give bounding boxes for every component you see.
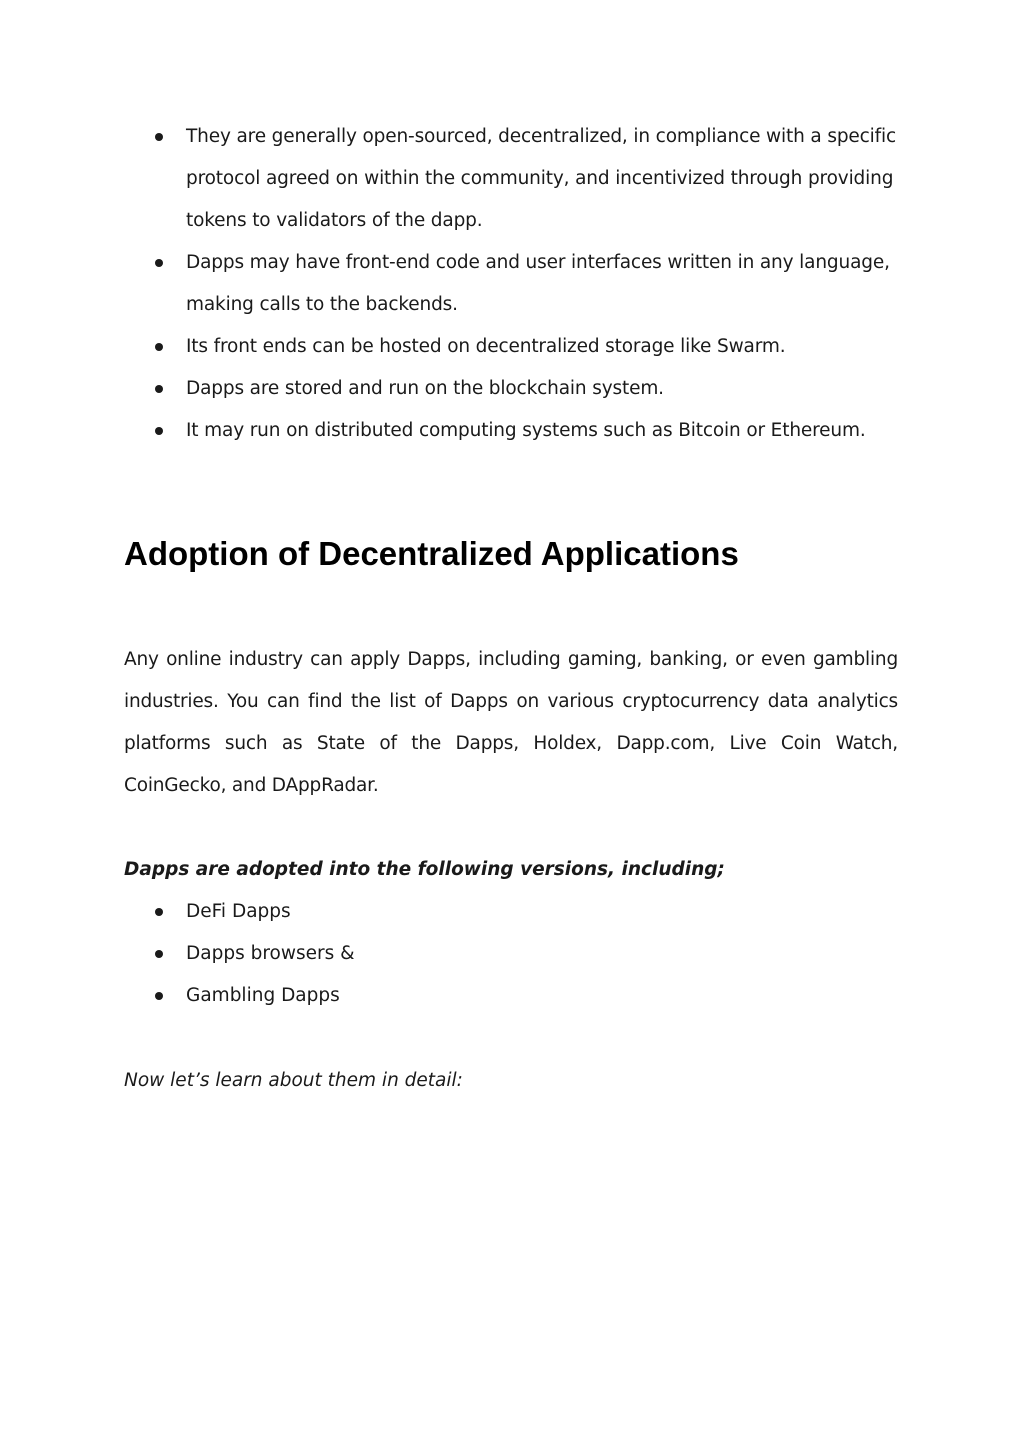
- bullet-text: Dapps may have front-end code and user interfaces written in any language, making calls to the backends.: [186, 252, 890, 315]
- list-item: [124, 116, 898, 242]
- bullet-text: They are generally open-sourced, decentralized, in compliance with a specific protocol agreed on within the community, and incentivized through providing tokens to validators of the dapp.: [186, 126, 897, 231]
- list-item: [124, 975, 898, 1017]
- intro-bullet-list: [124, 116, 898, 452]
- bullet-icon: [155, 950, 163, 958]
- bullet-text: Its front ends can be hosted on decentralized storage like Swarm.: [186, 336, 786, 357]
- bullet-icon: [155, 427, 163, 435]
- bullet-icon: [155, 908, 163, 916]
- bullet-icon: [155, 133, 163, 141]
- section-paragraph: Any online industry can apply Dapps, including gaming, banking, or even gambling industries. You can find the list of Dapps on various cryptocurrency data analytics platforms such as State of the Dapps, Holdex, Dapp.com, Live Coin Watch, CoinGecko, and DAppRadar.: [124, 649, 898, 796]
- bullet-icon: [155, 385, 163, 393]
- list-item: [124, 410, 898, 452]
- list-item: [124, 933, 898, 975]
- bullet-icon: [155, 343, 163, 351]
- bullet-text: Dapps are stored and run on the blockchain system.: [186, 378, 664, 399]
- bullet-icon: [155, 259, 163, 267]
- section-heading: Adoption of Decentralized Applications: [124, 535, 739, 572]
- bullet-icon: [155, 992, 163, 1000]
- list-item: [124, 368, 898, 410]
- list-item: [124, 891, 898, 933]
- bullet-text: Gambling Dapps: [186, 985, 340, 1006]
- versions-lead: Dapps are adopted into the following versions, including;: [124, 859, 725, 880]
- bullet-text: DeFi Dapps: [186, 901, 291, 922]
- list-item: [124, 242, 898, 326]
- bullet-text: It may run on distributed computing systems such as Bitcoin or Ethereum.: [186, 420, 866, 441]
- versions-bullet-list: [124, 891, 898, 1017]
- bullet-text: Dapps browsers &: [186, 943, 355, 964]
- list-item: [124, 326, 898, 368]
- closing-line: Now let’s learn about them in detail:: [124, 1070, 463, 1091]
